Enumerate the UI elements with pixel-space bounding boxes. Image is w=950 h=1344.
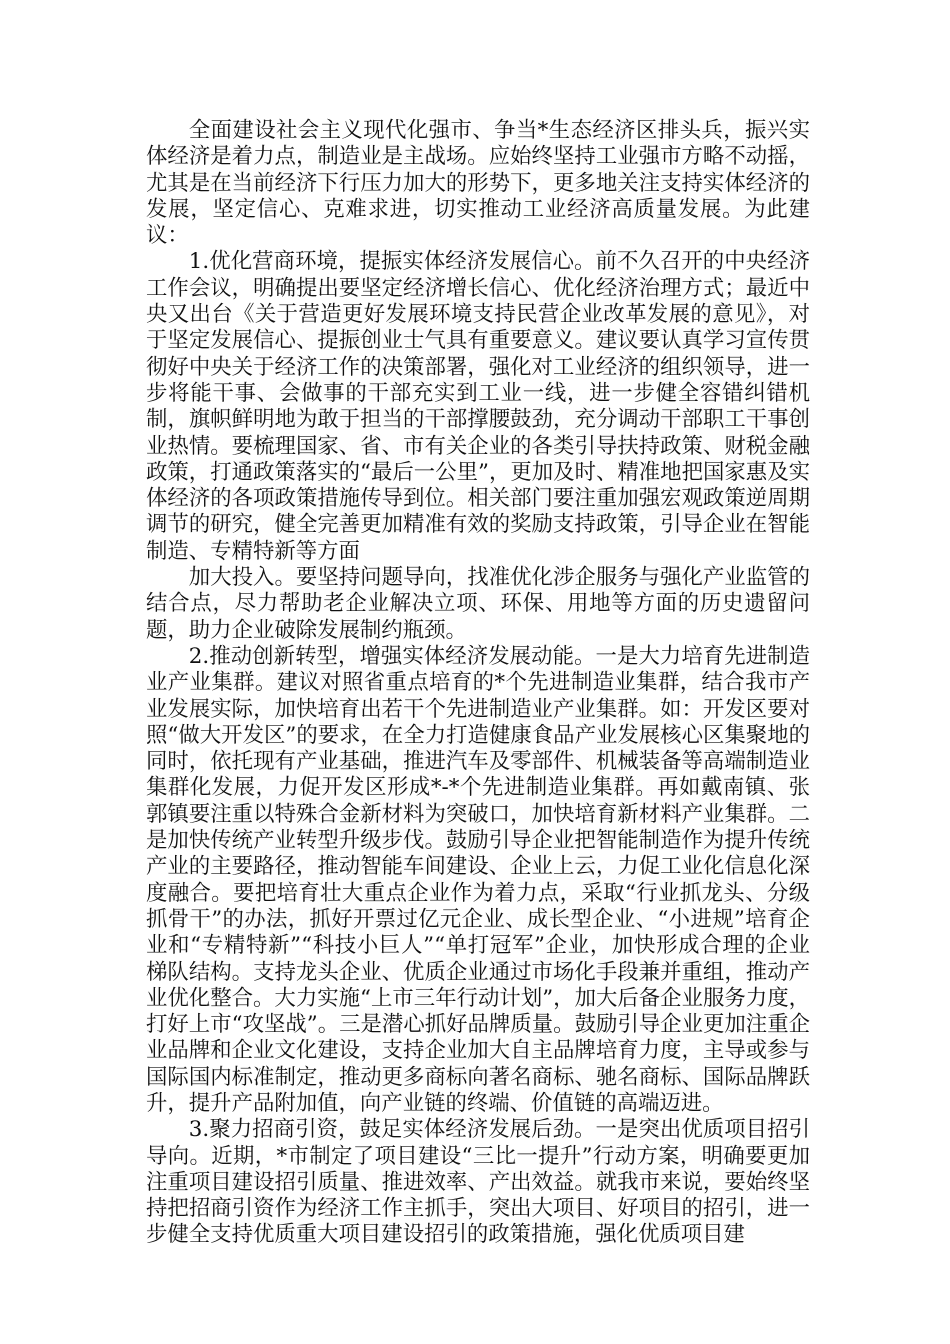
section-2-paragraph: 2.推动创新转型，增强实体经济发展动能。一是大力培育先进制造业产业集群。建议对照省重点培育的*个先进制造业集群，结合我市产业发展实际，加快培育出若干个先进制造业产业集群。如：开发区要对照“做大开发区”的要求，在全力打造健康食品产业发展核心区集聚地的同时，依托现有产业基础，推进汽车及零部件、机械装备等高端制造业集群化发展，力促开发区形成*-*个先进制造业集群。再如戴南镇、张郭镇要注重以特殊合金新材料为突破口，加快培育新材料产业集群。二是加快传统产业转型升级步伐。鼓励引导企业把智能制造作为提升传统产业的主要路径，推动智能车间建设、企业上云，力促工业化信息化深度融合。要把培育壮大重点企业作为着力点，采取“行业抓龙头、分级抓骨干”的办法，抓好开票过亿元企业、成长型企业、“小进规”培育企业和“专精特新”“科技小巨人”“单打冠军”企业，加快形成合理的企业梯队结构。支持龙头企业、优质企业通过市场化手段兼并重组，推动产业优化整合。大力实施“上市三年行动计划”，加大后备企业服务力度，打好上市“攻坚战”。三是潜心抓好品牌质量。鼓励引导企业更加注重企业品牌和企业文化建设，支持企业加大自主品牌培育力度，主导或参与国际国内标准制定，推动更多商标向著名商标、驰名商标、国际品牌跃升，提升产品附加值，向产业链的终端、价值链的高端迈进。 [146,643,810,1116]
section-1-continued-paragraph: 加大投入。要坚持问题导向，找准优化涉企服务与强化产业监管的结合点，尽力帮助老企业解决立项、环保、用地等方面的历史遗留问题，助力企业破除发展制约瓶颈。 [146,565,810,643]
intro-paragraph: 全面建设社会主义现代化强市、争当*生态经济区排头兵，振兴实体经济是着力点，制造业是主战场。应始终坚持工业强市方略不动摇，尤其是在当前经济下行压力加大的形势下，更多地关注支持实体经济的发展，坚定信心、克难求进，切实推动工业经济高质量发展。为此建议： [146,118,810,249]
document-body [146,118,810,1249]
section-1-paragraph: 1.优化营商环境，提振实体经济发展信心。前不久召开的中央经济工作会议，明确提出要坚定经济增长信心、优化经济治理方式；最近中央又出台《关于营造更好发展环境支持民营企业改革发展的意见》，对于坚定发展信心、提振创业士气具有重要意义。建议要认真学习宣传贯彻好中央关于经济工作的决策部署，强化对工业经济的组织领导，进一步将能干事、会做事的干部充实到工业一线，进一步健全容错纠错机制，旗帜鲜明地为敢于担当的干部撑腰鼓劲，充分调动干部职工干事创业热情。要梳理国家、省、市有关企业的各类引导扶持政策、财税金融政策，打通政策落实的“最后一公里”，更加及时、精准地把国家惠及实体经济的各项政策措施传导到位。相关部门要注重加强宏观政策逆周期调节的研究，健全完善更加精准有效的奖励支持政策，引导企业在智能制造、专精特新等方面 [146,249,810,564]
section-3-paragraph: 3.聚力招商引资，鼓足实体经济发展后劲。一是突出优质项目招引导向。近期，*市制定了项目建设“三比一提升”行动方案，明确要更加注重项目建设招引质量、推进效率、产出效益。就我市来说，要始终坚持把招商引资作为经济工作主抓手，突出大项目、好项目的招引，进一步健全支持优质重大项目建设招引的政策措施，强化优质项目建 [146,1117,810,1248]
